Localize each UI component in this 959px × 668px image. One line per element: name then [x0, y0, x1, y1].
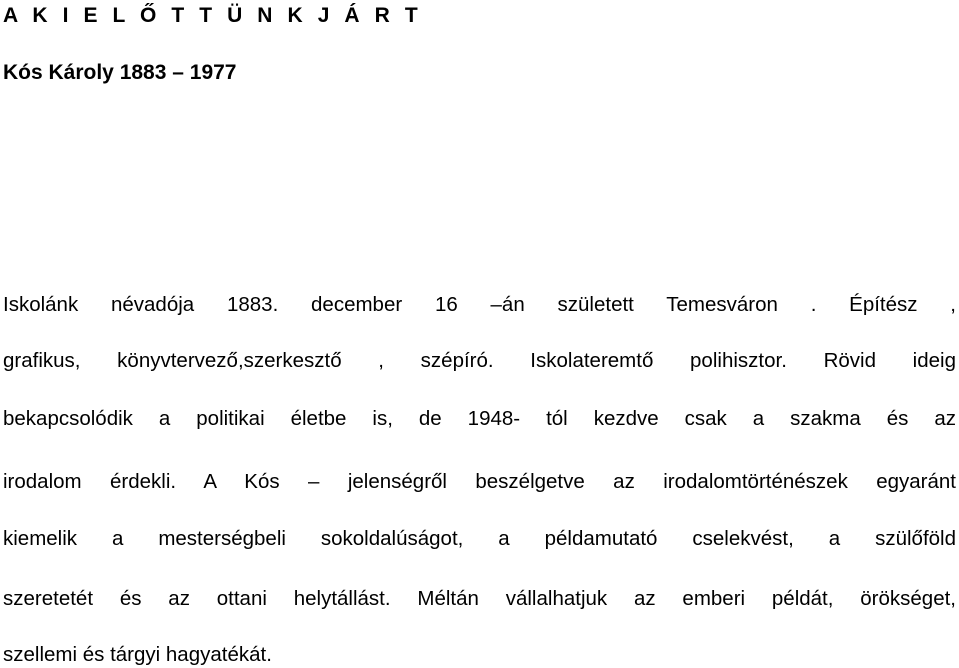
paragraph-line: szellemi és tárgyi hagyatékát.: [3, 643, 272, 666]
page-title: A K I E L Ő T T Ü N K J Á R T: [3, 4, 423, 27]
paragraph-line: szeretetét és az ottani helytállást. Méltán vállalhatjuk az emberi példát, örökséget,: [3, 587, 956, 610]
paragraph-line: irodalom érdekli. A Kós – jelenségről beszélgetve az irodalomtörténészek egyaránt: [3, 470, 956, 493]
paragraph-line: grafikus, könyvtervező,szerkesztő , szépíró. Iskolateremtő polihisztor. Rövid ideig: [3, 349, 956, 372]
paragraph-line: kiemelik a mesterségbeli sokoldalúságot, a példamutató cselekvést, a szülőföld: [3, 527, 956, 550]
paragraph-line: bekapcsolódik a politikai életbe is, de 1948- tól kezdve csak a szakma és az: [3, 407, 956, 430]
page-subtitle: Kós Károly 1883 – 1977: [3, 61, 237, 84]
paragraph-line: Iskolánk névadója 1883. december 16 –án született Temesváron . Építész ,: [3, 293, 956, 316]
